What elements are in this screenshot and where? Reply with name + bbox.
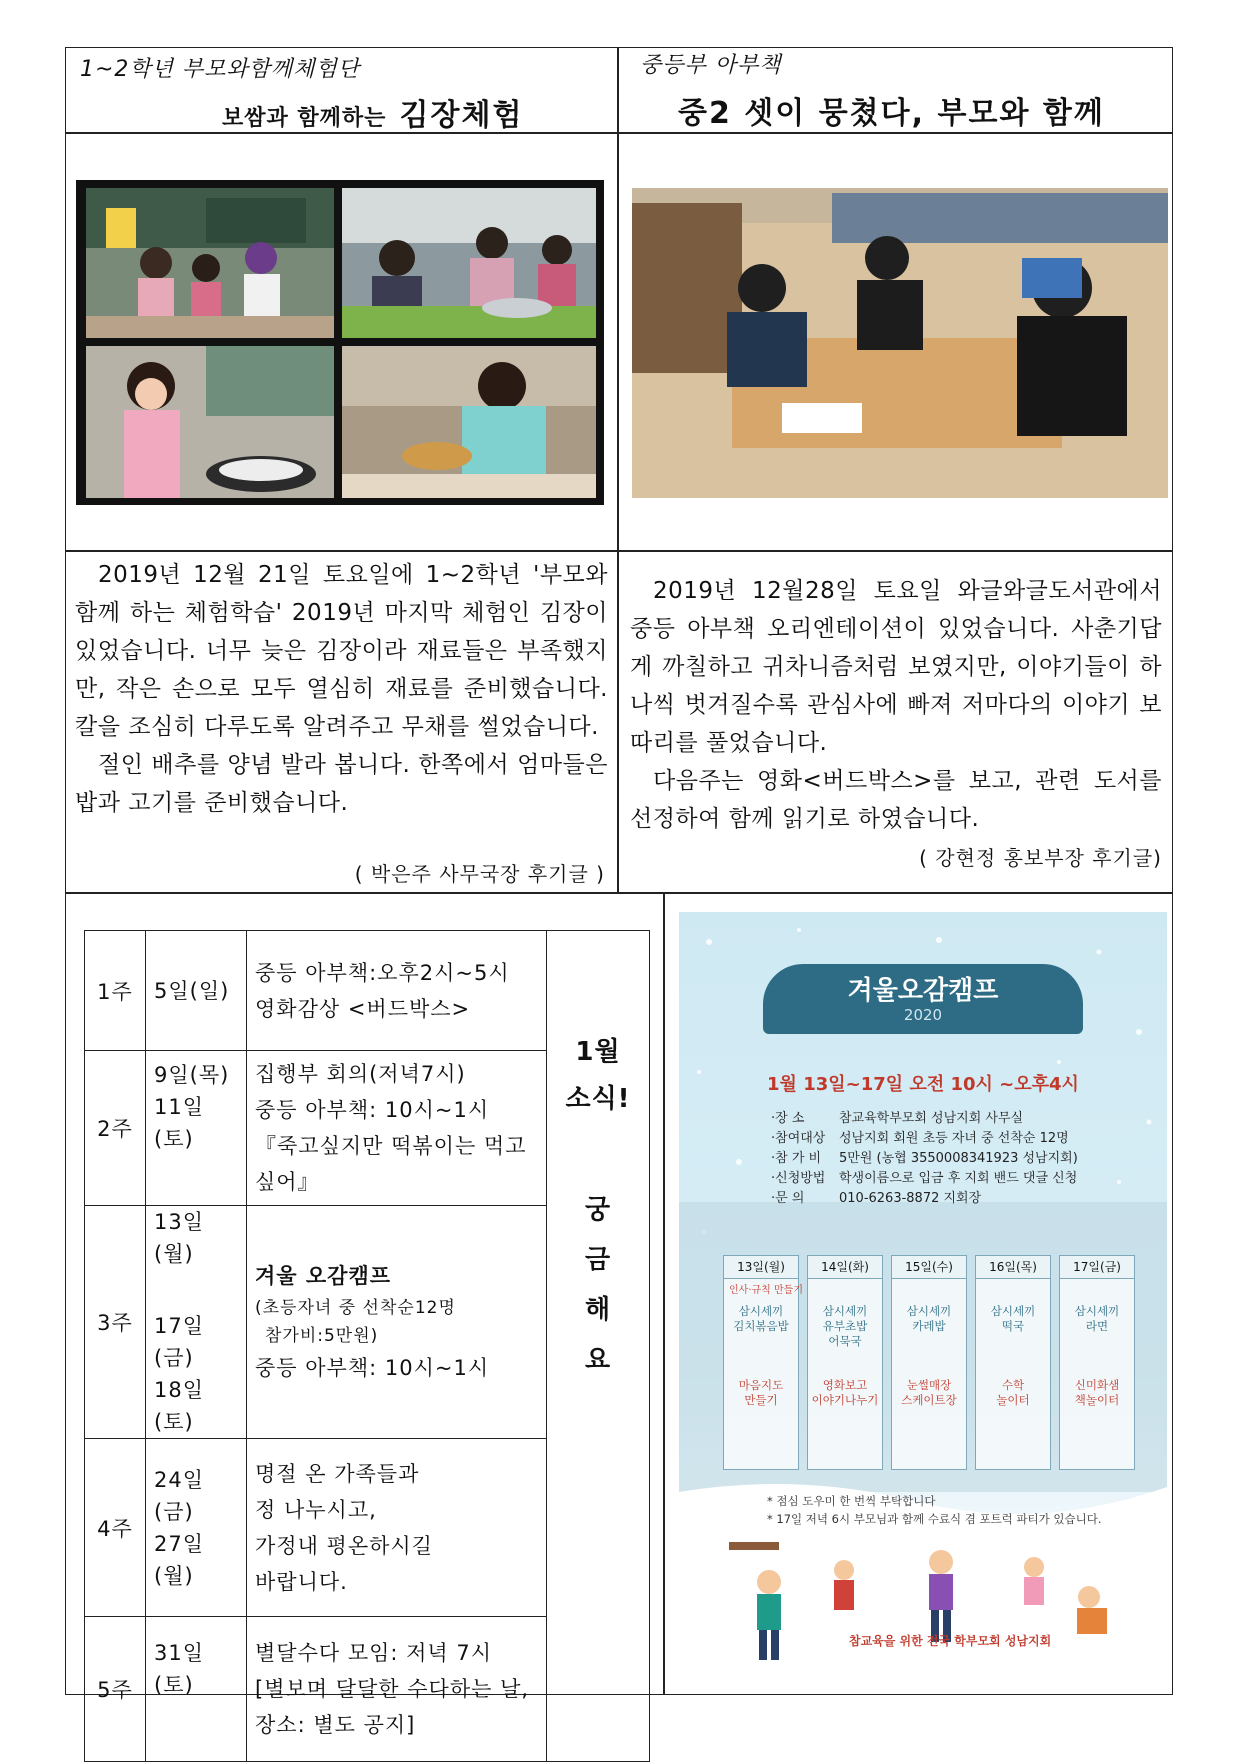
date-cell bbox=[146, 931, 247, 1051]
event-cell bbox=[247, 931, 547, 1051]
poster-tag: 인사·규칙 만들기 bbox=[729, 1285, 803, 1296]
day-header: 13일(월) bbox=[724, 1256, 798, 1279]
left-credit: ( 박은주 사무국장 후기글 ) bbox=[354, 862, 605, 886]
info-value: 참교육학부모회 성남지회 사무실 bbox=[839, 1111, 1024, 1126]
right-article-p2: 다음주는 영화<버드박스>를 보고, 관련 도서를 선정하여 함께 읽기로 하였습니다. bbox=[630, 768, 1162, 832]
info-key: ·문 의 bbox=[771, 1191, 805, 1206]
side-heading-cell bbox=[547, 931, 650, 1762]
info-row bbox=[771, 1129, 1078, 1149]
side-title-month: 1월 bbox=[575, 1037, 621, 1067]
event-text: 영화감상 <버드박스> bbox=[255, 996, 471, 1021]
event-cell bbox=[247, 1439, 547, 1617]
event-text: 중등 아부책:오후2시~5시 bbox=[255, 960, 510, 985]
event-text: 겨울 오감캠프 bbox=[255, 1264, 392, 1288]
info-key: ·참 가 비 bbox=[771, 1151, 822, 1166]
right-article bbox=[630, 572, 1162, 838]
day-column bbox=[891, 1255, 967, 1470]
kimchi-photo-collage bbox=[76, 180, 604, 505]
day-activity: 눈썰매장 스케이트장 bbox=[901, 1378, 957, 1407]
poster-info bbox=[771, 1109, 1078, 1209]
day-column bbox=[1059, 1255, 1135, 1470]
info-value: 5만원 (농협 3550008341923 성남지회) bbox=[839, 1151, 1078, 1166]
poster-organization: 참교육을 위한 전국 학부모회 성남지회 bbox=[849, 1634, 1052, 1648]
info-value: 학생이름으로 입금 후 지회 밴드 댓글 신청 bbox=[839, 1171, 1078, 1186]
right-credit: ( 강현정 홍보부장 후기글) bbox=[919, 846, 1162, 870]
date-text: 18일(토) bbox=[154, 1378, 205, 1434]
date-text: 27일(월) bbox=[154, 1531, 205, 1588]
left-title-main: 김장체험 bbox=[399, 98, 524, 133]
event-text: 중등 아부책: 10시~1시 bbox=[255, 1098, 490, 1122]
date-cell bbox=[146, 1617, 247, 1762]
date-cell bbox=[146, 1206, 247, 1439]
photo-girl-seasoning bbox=[342, 346, 596, 498]
date-text: 24일(금) bbox=[154, 1467, 205, 1524]
date-text: 13일(월) bbox=[154, 1210, 205, 1266]
day-activity: 마음지도 만들기 bbox=[738, 1378, 784, 1407]
side-char: 금 bbox=[584, 1245, 612, 1275]
event-text: 집행부 회의(저녁7시) bbox=[255, 1062, 466, 1086]
section-divider bbox=[65, 892, 1173, 894]
event-text: 정 나누시고, bbox=[255, 1497, 377, 1522]
day-column bbox=[807, 1255, 883, 1470]
poster-title: 겨울오감캠프 bbox=[847, 976, 999, 1006]
date-text: 5일(일) bbox=[154, 978, 230, 1003]
info-row bbox=[771, 1189, 1078, 1209]
day-activity: 수학 놀이터 bbox=[996, 1378, 1030, 1407]
photo-divider bbox=[65, 550, 1173, 552]
day-header: 17일(금) bbox=[1060, 1256, 1134, 1279]
poster-note: * 점심 도우미 한 번씩 부탁합니다 bbox=[767, 1494, 936, 1508]
event-cell bbox=[247, 1051, 547, 1206]
left-article-p1: 2019년 12월 21일 토요일에 1~2학년 '부모와 함께 하는 체험학습' 2019년 마지막 체험인 김장이 있었습니다. 너무 늦은 김장이라 재료들은 부족했지만, 작은 손으로 모두 열심히 재료를 준비했습니다. 칼을 조심히 다루도록 알려주고 무채를 썰었습니다. bbox=[75, 562, 608, 740]
event-text: 가정내 평온하시길 bbox=[255, 1533, 433, 1558]
right-subtitle: 중등부 아부책 bbox=[640, 53, 782, 78]
left-subtitle: 1~2학년 부모와함께체험단 bbox=[80, 57, 360, 82]
side-char: 해 bbox=[584, 1295, 612, 1325]
info-key: ·참여대상 bbox=[771, 1131, 826, 1146]
right-title: 중2 셋이 뭉쳤다, 부모와 함께 bbox=[678, 96, 1105, 131]
date-cell bbox=[146, 1439, 247, 1617]
info-row bbox=[771, 1169, 1078, 1189]
event-note: (초등자녀 중 선착순12명 bbox=[255, 1298, 456, 1318]
event-text: 중등 아부책: 10시~1시 bbox=[255, 1356, 490, 1380]
event-text: 『죽고싶지만 떡볶이는 먹고싶어』 bbox=[255, 1134, 527, 1194]
event-text: 별달수다 모임: 저녁 7시 bbox=[255, 1641, 493, 1665]
week-cell: 1주 bbox=[85, 931, 146, 1051]
library-meeting-photo bbox=[632, 188, 1168, 498]
date-text: 17일(금) bbox=[154, 1314, 205, 1370]
day-meal: 삼시세끼 김치볶음밥 bbox=[733, 1304, 789, 1333]
photo-mothers-cutting bbox=[342, 188, 596, 338]
column-divider bbox=[617, 47, 619, 892]
table-row bbox=[85, 931, 650, 1051]
day-activity: 신미화샘 책놀이터 bbox=[1074, 1378, 1120, 1407]
left-title-prefix: 보쌈과 함께하는 bbox=[222, 106, 387, 131]
column-divider-lower bbox=[663, 892, 665, 1695]
photo-girl-cooking bbox=[86, 346, 334, 498]
info-row bbox=[771, 1109, 1078, 1129]
week-cell: 3주 bbox=[85, 1206, 146, 1439]
date-text: 31일(토) bbox=[154, 1641, 205, 1697]
event-text: 명절 온 가족들과 bbox=[255, 1461, 420, 1486]
day-header: 15일(수) bbox=[892, 1256, 966, 1279]
date-cell bbox=[146, 1051, 247, 1206]
side-title-news: 소식! bbox=[565, 1084, 631, 1114]
left-title bbox=[222, 90, 523, 134]
side-char: 요 bbox=[584, 1345, 612, 1375]
day-column bbox=[975, 1255, 1051, 1470]
day-meal: 삼시세끼 라면 bbox=[1074, 1304, 1120, 1333]
poster-note: * 17일 저녁 6시 부모님과 함께 수료식 겸 포트럭 파티가 있습니다. bbox=[767, 1512, 1102, 1526]
date-text: 9일(목) bbox=[154, 1063, 230, 1087]
week-cell: 2주 bbox=[85, 1051, 146, 1206]
week-cell: 4주 bbox=[85, 1439, 146, 1617]
info-row bbox=[771, 1149, 1078, 1169]
info-key: ·신청방법 bbox=[771, 1171, 826, 1186]
day-meal: 삼시세끼 유부초밥 어묵국 bbox=[822, 1304, 868, 1348]
event-text: [별보며 달달한 수다하는 날, 장소: 별도 공지] bbox=[255, 1677, 530, 1737]
info-value: 성남지회 회원 초등 자녀 중 선착순 12명 bbox=[839, 1131, 1069, 1146]
day-meal: 삼시세끼 카레밥 bbox=[906, 1304, 952, 1333]
right-article-p1: 2019년 12월28일 토요일 와글와글도서관에서 중등 아부책 오리엔테이션이 있었습니다. 사춘기답게 까칠하고 귀차니즘처럼 보였지만, 이야기들이 하나씩 벗겨질수록 관심사에 빠져 저마다의 이야기 보따리를 풀었습니다. bbox=[630, 578, 1162, 756]
date-text: 11일(토) bbox=[154, 1095, 205, 1151]
poster-date: 1월 13일~17일 오전 10시 ~오후4시 bbox=[767, 1074, 1079, 1095]
info-value: 010-6263-8872 지회장 bbox=[839, 1191, 982, 1206]
left-article-p2: 절인 배추를 양념 발라 봅니다. 한쪽에서 엄마들은 밥과 고기를 준비했습니다. bbox=[75, 752, 608, 816]
event-cell bbox=[247, 1206, 547, 1439]
day-activity: 영화보고 이야기나누기 bbox=[811, 1378, 879, 1407]
event-cell bbox=[247, 1617, 547, 1762]
day-header: 16일(목) bbox=[976, 1256, 1050, 1279]
winter-camp-poster bbox=[679, 912, 1167, 1680]
week-cell: 5주 bbox=[85, 1617, 146, 1762]
side-char: 궁 bbox=[584, 1195, 612, 1225]
event-text: 바랍니다. bbox=[255, 1569, 348, 1594]
left-article bbox=[75, 556, 608, 822]
january-schedule-table bbox=[84, 930, 650, 1762]
photo-kids-at-table bbox=[86, 188, 334, 338]
day-header: 14일(화) bbox=[808, 1256, 882, 1279]
poster-year: 2020 bbox=[903, 1006, 943, 1024]
event-note: 참가비:5만원) bbox=[265, 1326, 379, 1346]
info-key: ·장 소 bbox=[771, 1111, 805, 1126]
day-meal: 삼시세끼 떡국 bbox=[990, 1304, 1036, 1333]
